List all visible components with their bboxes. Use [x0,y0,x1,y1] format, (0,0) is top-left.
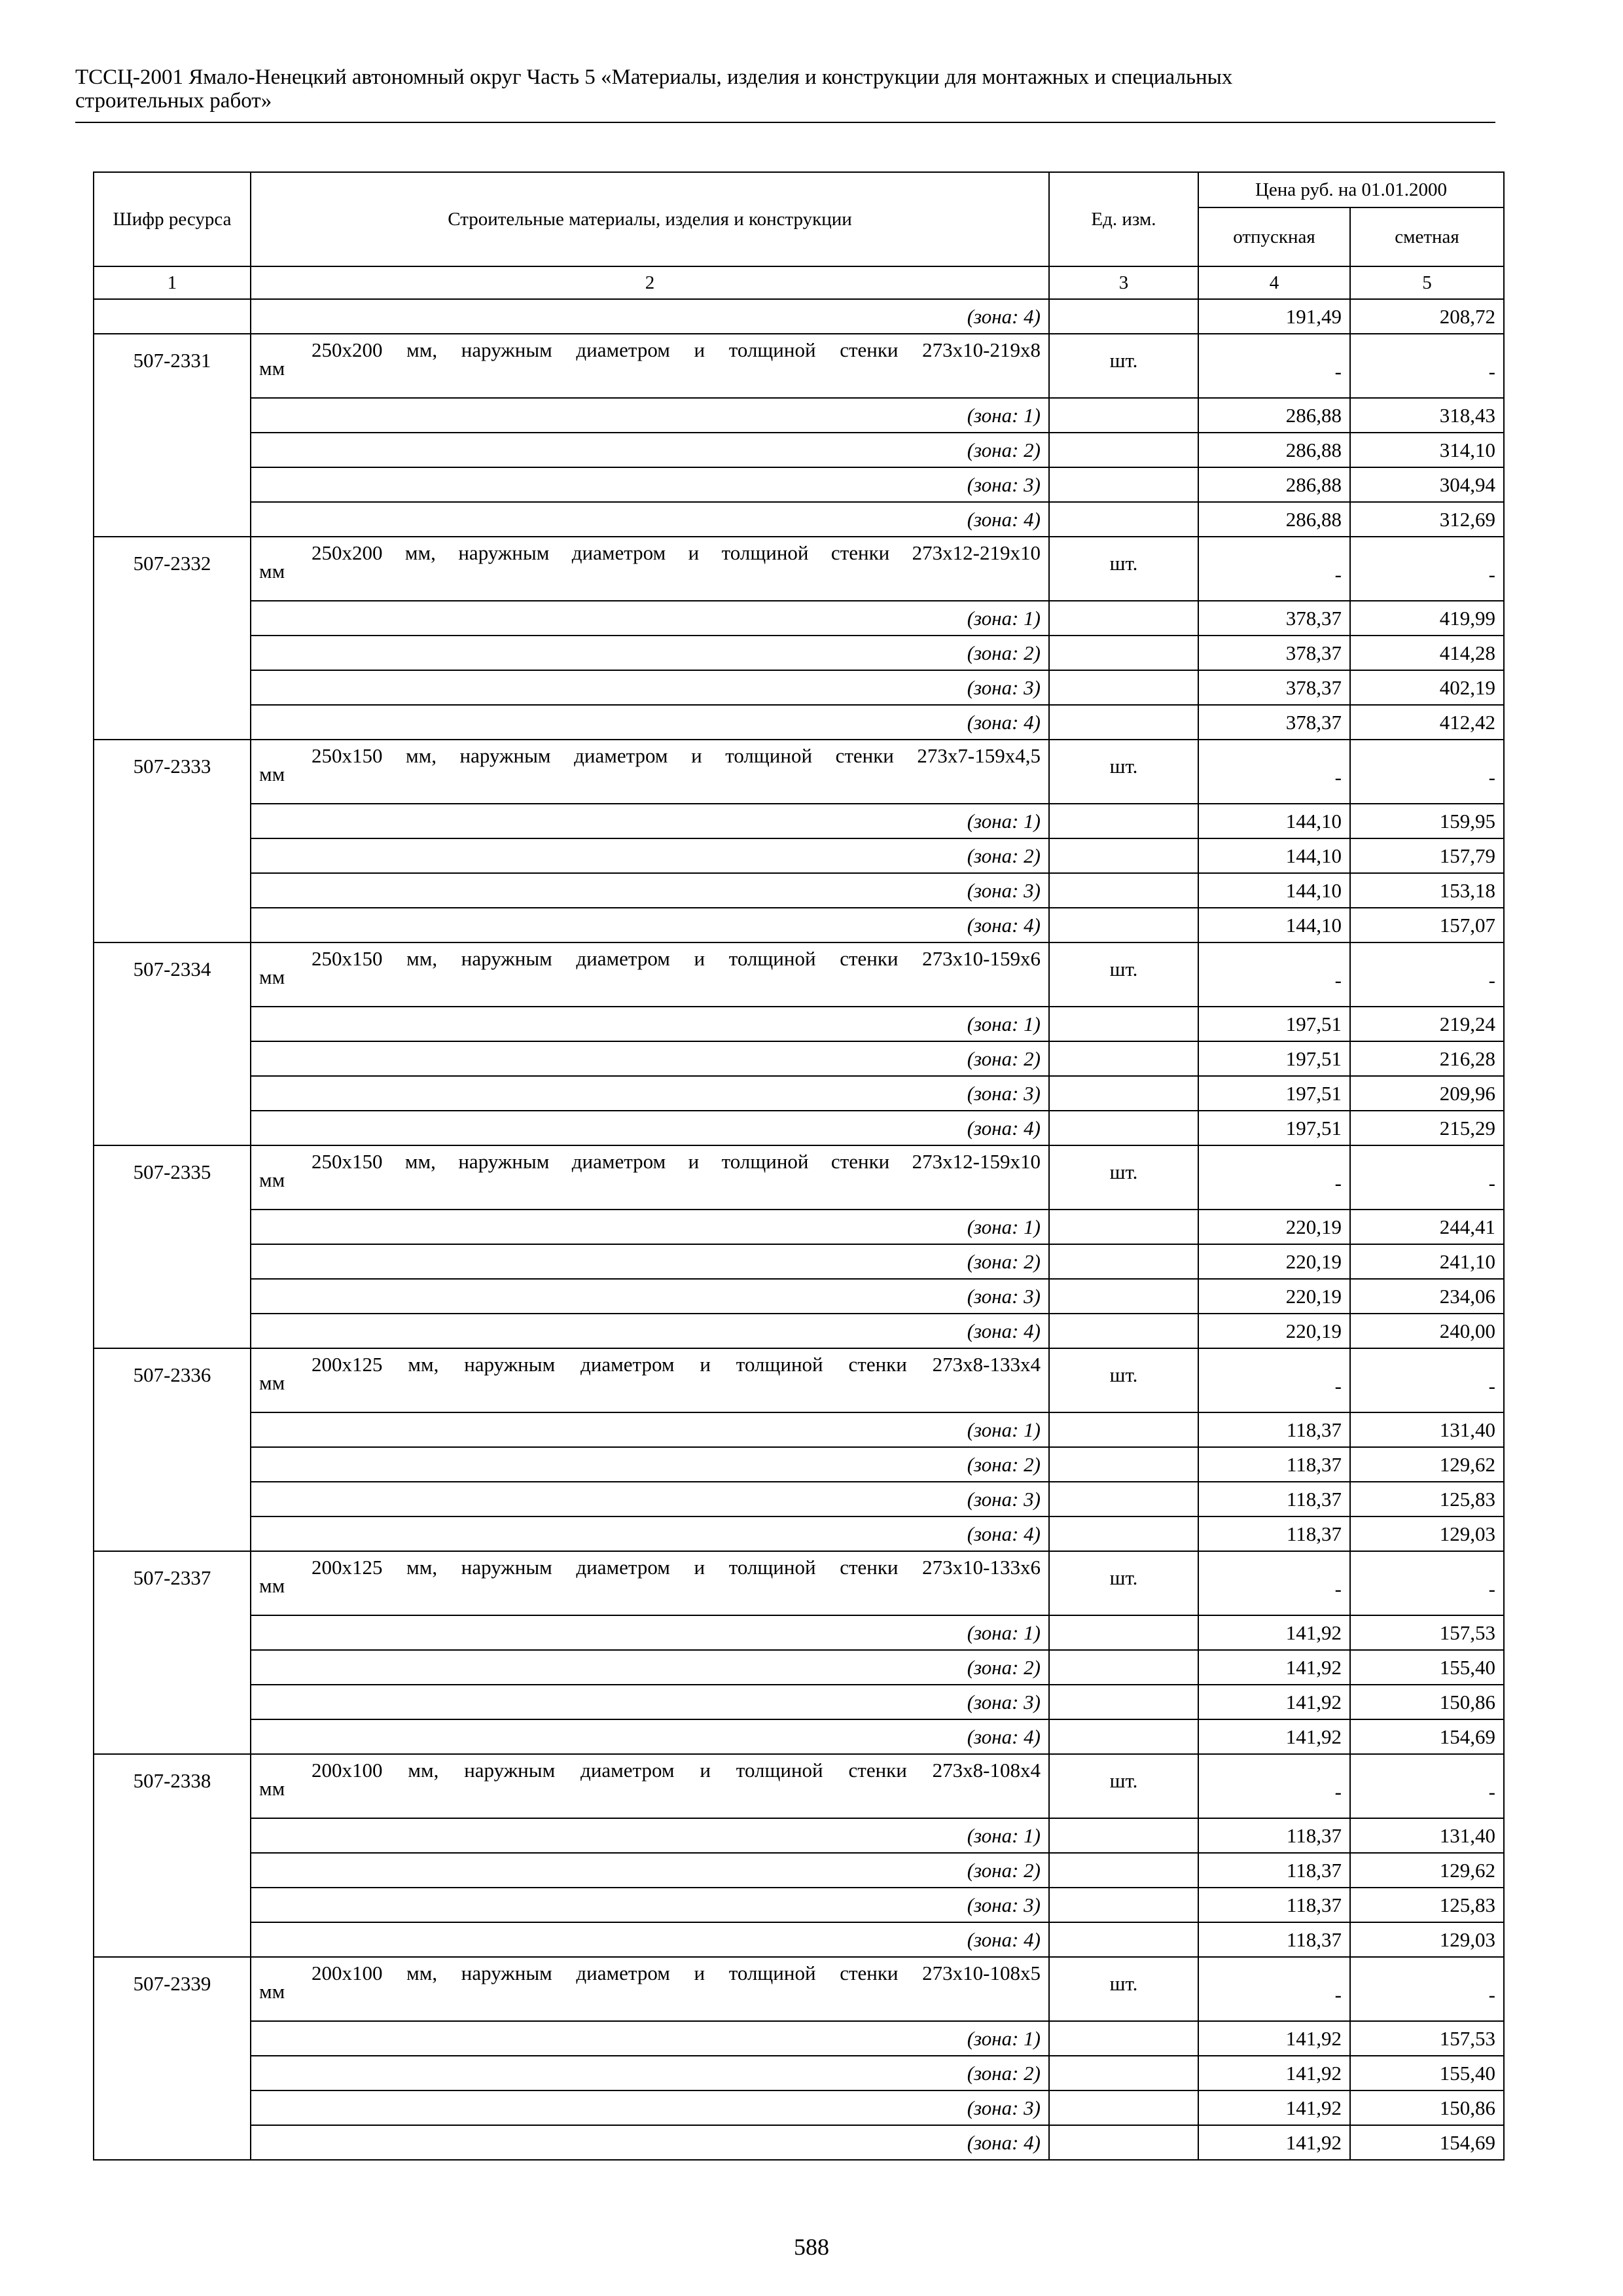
col-number-4: 4 [1198,266,1350,299]
col-header-price-group: Цена руб. на 01.01.2000 [1198,172,1504,207]
zone-row [94,838,1504,873]
table-body [94,299,1504,2160]
col-header-release: отпускная [1198,207,1350,266]
resource-code: 507-2331 [94,334,251,537]
item-description-text: 200х125 мм, наружным диаметром и толщиной стенки 273х10-133х6 [312,1556,1041,1579]
item-description [251,1754,1049,1818]
zone-label: (зона: 1) [251,1210,1049,1244]
item-estimate-price: - [1350,1348,1504,1412]
item-description-tail: мм [259,965,285,988]
item-estimate-price: - [1350,537,1504,601]
zone-row [94,1314,1504,1348]
zone-release-price: 118,37 [1198,1482,1350,1516]
zone-estimate-price: 244,41 [1350,1210,1504,1244]
zone-unit [1049,601,1198,636]
item-unit: шт. [1049,1551,1198,1615]
table-row [94,1957,1504,2021]
item-description [251,537,1049,601]
zone-row [94,670,1504,705]
zone-estimate-price: 209,96 [1350,1076,1504,1111]
price-table [93,171,1505,2161]
item-release-price: - [1198,537,1350,601]
zone-estimate-price: 412,42 [1350,705,1504,740]
zone-label: (зона: 4) [251,1719,1049,1754]
zone-unit [1049,1888,1198,1922]
item-estimate-price: - [1350,1957,1504,2021]
zone-release-price: 144,10 [1198,908,1350,942]
zone-row [94,2056,1504,2090]
zone-row [94,1076,1504,1111]
zone-estimate-price: 150,86 [1350,1685,1504,1719]
item-description-text: 200х100 мм, наружным диаметром и толщиной стенки 273х10-108х5 [312,1962,1041,1984]
zone-estimate-price: 312,69 [1350,502,1504,537]
zone-unit [1049,1447,1198,1482]
zone-estimate-price: 240,00 [1350,1314,1504,1348]
item-estimate-price: - [1350,1754,1504,1818]
carryover-code [94,299,251,334]
item-description-tail: мм [259,1371,285,1394]
zone-unit [1049,1482,1198,1516]
zone-label: (зона: 1) [251,2021,1049,2056]
resource-code: 507-2335 [94,1145,251,1348]
zone-estimate-price: 216,28 [1350,1041,1504,1076]
zone-estimate-price: 129,03 [1350,1922,1504,1957]
zone-estimate-price: 157,07 [1350,908,1504,942]
zone-release-price: 378,37 [1198,636,1350,670]
zone-estimate-price: 125,83 [1350,1482,1504,1516]
zone-row [94,1922,1504,1957]
zone-release-price: 286,88 [1198,398,1350,433]
zone-row [94,398,1504,433]
zone-estimate-price: 419,99 [1350,601,1504,636]
item-description [251,1551,1049,1615]
resource-code: 507-2334 [94,942,251,1145]
zone-estimate-price: 155,40 [1350,1650,1504,1685]
zone-row [94,1719,1504,1754]
col-number-2: 2 [251,266,1049,299]
zone-unit [1049,1818,1198,1853]
zone-label: (зона: 3) [251,1279,1049,1314]
resource-code: 507-2332 [94,537,251,740]
zone-row [94,1685,1504,1719]
item-unit: шт. [1049,537,1198,601]
zone-row [94,2090,1504,2125]
zone-label: (зона: 1) [251,804,1049,838]
zone-unit [1049,1076,1198,1111]
zone-release-price: 378,37 [1198,601,1350,636]
zone-label: (зона: 4) [251,1314,1049,1348]
zone-label: (зона: 2) [251,1244,1049,1279]
zone-estimate-price: 125,83 [1350,1888,1504,1922]
zone-release-price: 197,51 [1198,1041,1350,1076]
zone-label: (зона: 3) [251,1685,1049,1719]
zone-label: (зона: 4) [251,2125,1049,2160]
zone-estimate-price: 219,24 [1350,1007,1504,1041]
zone-label: (зона: 1) [251,1007,1049,1041]
item-estimate-price: - [1350,1551,1504,1615]
zone-unit [1049,838,1198,873]
zone-unit [1049,398,1198,433]
zone-estimate-price: 131,40 [1350,1818,1504,1853]
zone-label: (зона: 1) [251,601,1049,636]
zone-release-price: 118,37 [1198,1888,1350,1922]
header-divider [75,122,1495,123]
zone-unit [1049,1650,1198,1685]
zone-unit [1049,804,1198,838]
zone-release-price: 220,19 [1198,1279,1350,1314]
zone-estimate-price: 215,29 [1350,1111,1504,1145]
zone-label: (зона: 1) [251,1615,1049,1650]
zone-unit [1049,2090,1198,2125]
item-description [251,740,1049,804]
zone-estimate-price: 154,69 [1350,2125,1504,2160]
item-description-tail: мм [259,1574,285,1597]
resource-code: 507-2333 [94,740,251,942]
zone-release-price: 118,37 [1198,1853,1350,1888]
zone-estimate-price: 154,69 [1350,1719,1504,1754]
item-description-tail: мм [259,357,285,380]
zone-unit [1049,2125,1198,2160]
zone-row [94,636,1504,670]
zone-release-price: 144,10 [1198,873,1350,908]
item-description-text: 200х125 мм, наружным диаметром и толщиной стенки 273х8-133х4 [312,1353,1041,1376]
item-description-text: 250х150 мм, наружным диаметром и толщиной стенки 273х12-159х10 [312,1150,1041,1173]
item-description [251,942,1049,1007]
item-description [251,334,1049,398]
col-header-estimate: сметная [1350,207,1504,266]
zone-release-price: 141,92 [1198,2021,1350,2056]
item-release-price: - [1198,1551,1350,1615]
col-number-5: 5 [1350,266,1504,299]
zone-release-price: 286,88 [1198,433,1350,467]
zone-unit [1049,1719,1198,1754]
zone-estimate-price: 304,94 [1350,467,1504,502]
item-release-price: - [1198,1957,1350,2021]
zone-row [94,1516,1504,1551]
item-unit: шт. [1049,1754,1198,1818]
zone-label: (зона: 4) [251,502,1049,537]
zone-row [94,601,1504,636]
resource-code: 507-2339 [94,1957,251,2160]
resource-code: 507-2337 [94,1551,251,1754]
zone-unit [1049,502,1198,537]
item-description-tail: мм [259,1777,285,1800]
zone-release-price: 141,92 [1198,1615,1350,1650]
zone-estimate-price: 314,10 [1350,433,1504,467]
table-row [94,334,1504,398]
zone-row [94,1888,1504,1922]
item-description [251,1145,1049,1210]
zone-row [94,804,1504,838]
zone-release-price: 141,92 [1198,2125,1350,2160]
zone-estimate-price: 153,18 [1350,873,1504,908]
item-description [251,1348,1049,1412]
zone-estimate-price: 129,62 [1350,1853,1504,1888]
zone-estimate-price: 157,79 [1350,838,1504,873]
zone-unit [1049,636,1198,670]
zone-unit [1049,1244,1198,1279]
zone-label: (зона: 2) [251,1853,1049,1888]
zone-release-price: 141,92 [1198,2056,1350,2090]
zone-row [94,705,1504,740]
col-header-name: Строительные материалы, изделия и конструкции [251,172,1049,266]
table-row [94,1145,1504,1210]
zone-release-price: 118,37 [1198,1922,1350,1957]
zone-estimate-price: 414,28 [1350,636,1504,670]
zone-unit [1049,1314,1198,1348]
zone-estimate-price: 234,06 [1350,1279,1504,1314]
zone-row [94,1482,1504,1516]
item-description-tail: мм [259,1980,285,2003]
item-description-tail: мм [259,762,285,785]
zone-estimate-price: 318,43 [1350,398,1504,433]
zone-estimate-price: 402,19 [1350,670,1504,705]
table-row [94,1754,1504,1818]
item-estimate-price: - [1350,1145,1504,1210]
zone-release-price: 118,37 [1198,1516,1350,1551]
zone-unit [1049,705,1198,740]
col-number-1: 1 [94,266,251,299]
zone-label: (зона: 3) [251,467,1049,502]
zone-estimate-price: 157,53 [1350,1615,1504,1650]
item-unit: шт. [1049,1957,1198,2021]
zone-estimate-price: 241,10 [1350,1244,1504,1279]
zone-release-price: 197,51 [1198,1007,1350,1041]
zone-estimate-price: 129,03 [1350,1516,1504,1551]
zone-unit [1049,433,1198,467]
zone-row [94,1447,1504,1482]
item-description-text: 250х150 мм, наружным диаметром и толщиной стенки 273х10-159х6 [312,947,1041,970]
zone-row [94,467,1504,502]
item-unit: шт. [1049,1145,1198,1210]
carryover-row [94,299,1504,334]
zone-label: (зона: 3) [251,1482,1049,1516]
table-row [94,1551,1504,1615]
zone-label: (зона: 1) [251,398,1049,433]
item-release-price: - [1198,334,1350,398]
table-row [94,537,1504,601]
header-title-line-2: строительных работ» [75,89,272,113]
zone-release-price: 220,19 [1198,1314,1350,1348]
zone-estimate-price: 159,95 [1350,804,1504,838]
item-estimate-price: - [1350,942,1504,1007]
zone-unit [1049,1853,1198,1888]
zone-release-price: 118,37 [1198,1412,1350,1447]
zone-unit [1049,1007,1198,1041]
zone-row [94,1041,1504,1076]
zone-estimate-price: 131,40 [1350,1412,1504,1447]
zone-estimate-price: 157,53 [1350,2021,1504,2056]
zone-label: (зона: 4) [251,1922,1049,1957]
carryover-unit [1049,299,1198,334]
zone-release-price: 118,37 [1198,1818,1350,1853]
item-unit: шт. [1049,740,1198,804]
zone-row [94,1818,1504,1853]
zone-unit [1049,1111,1198,1145]
zone-unit [1049,2056,1198,2090]
zone-label: (зона: 2) [251,433,1049,467]
zone-label: (зона: 1) [251,1412,1049,1447]
zone-row [94,873,1504,908]
zone-row [94,1853,1504,1888]
zone-release-price: 118,37 [1198,1447,1350,1482]
page-header [75,65,1495,113]
zone-release-price: 378,37 [1198,705,1350,740]
item-unit: шт. [1049,1348,1198,1412]
item-release-price: - [1198,1348,1350,1412]
col-number-3: 3 [1049,266,1198,299]
table-row [94,1348,1504,1412]
zone-unit [1049,1615,1198,1650]
zone-label: (зона: 2) [251,2056,1049,2090]
zone-row [94,1244,1504,1279]
zone-release-price: 144,10 [1198,804,1350,838]
zone-release-price: 286,88 [1198,467,1350,502]
zone-release-price: 197,51 [1198,1076,1350,1111]
zone-label: (зона: 3) [251,873,1049,908]
zone-row [94,2125,1504,2160]
zone-unit [1049,2021,1198,2056]
carryover-estimate: 208,72 [1350,299,1504,334]
item-release-price: - [1198,1754,1350,1818]
zone-label: (зона: 2) [251,636,1049,670]
zone-row [94,1279,1504,1314]
zone-unit [1049,1516,1198,1551]
item-unit: шт. [1049,334,1198,398]
zone-release-price: 141,92 [1198,1719,1350,1754]
zone-release-price: 378,37 [1198,670,1350,705]
resource-code: 507-2338 [94,1754,251,1957]
item-description-tail: мм [259,1168,285,1191]
zone-unit [1049,670,1198,705]
zone-release-price: 141,92 [1198,1650,1350,1685]
zone-row [94,1412,1504,1447]
item-unit: шт. [1049,942,1198,1007]
zone-release-price: 141,92 [1198,2090,1350,2125]
zone-label: (зона: 3) [251,1888,1049,1922]
item-release-price: - [1198,942,1350,1007]
item-description [251,1957,1049,2021]
zone-row [94,433,1504,467]
zone-label: (зона: 3) [251,2090,1049,2125]
zone-label: (зона: 4) [251,908,1049,942]
zone-label: (зона: 2) [251,1447,1049,1482]
item-description-text: 250х200 мм, наружным диаметром и толщиной стенки 273х10-219х8 [312,338,1041,361]
item-estimate-price: - [1350,740,1504,804]
zone-row [94,908,1504,942]
item-release-price: - [1198,740,1350,804]
zone-estimate-price: 129,62 [1350,1447,1504,1482]
zone-row [94,502,1504,537]
table-row [94,942,1504,1007]
zone-release-price: 141,92 [1198,1685,1350,1719]
zone-row [94,1615,1504,1650]
zone-release-price: 220,19 [1198,1244,1350,1279]
resource-code: 507-2336 [94,1348,251,1551]
zone-row [94,2021,1504,2056]
carryover-release: 191,49 [1198,299,1350,334]
table-row [94,740,1504,804]
zone-label: (зона: 2) [251,1041,1049,1076]
zone-release-price: 197,51 [1198,1111,1350,1145]
zone-row [94,1007,1504,1041]
item-release-price: - [1198,1145,1350,1210]
zone-release-price: 286,88 [1198,502,1350,537]
zone-estimate-price: 155,40 [1350,2056,1504,2090]
zone-unit [1049,1041,1198,1076]
zone-label: (зона: 1) [251,1818,1049,1853]
col-header-unit: Ед. изм. [1049,172,1198,266]
item-description-tail: мм [259,560,285,583]
zone-unit [1049,908,1198,942]
zone-label: (зона: 4) [251,705,1049,740]
zone-label: (зона: 2) [251,838,1049,873]
zone-row [94,1650,1504,1685]
zone-label: (зона: 3) [251,1076,1049,1111]
item-estimate-price: - [1350,334,1504,398]
zone-label: (зона: 4) [251,1111,1049,1145]
item-description-text: 200х100 мм, наружным диаметром и толщиной стенки 273х8-108х4 [312,1759,1041,1782]
zone-label: (зона: 2) [251,1650,1049,1685]
zone-unit [1049,1922,1198,1957]
zone-unit [1049,1279,1198,1314]
item-description-text: 250х150 мм, наружным диаметром и толщиной стенки 273х7-159х4,5 [312,744,1041,767]
zone-label: (зона: 4) [251,1516,1049,1551]
zone-row [94,1111,1504,1145]
zone-unit [1049,467,1198,502]
zone-unit [1049,1685,1198,1719]
zone-unit [1049,1412,1198,1447]
zone-estimate-price: 150,86 [1350,2090,1504,2125]
col-header-code: Шифр ресурса [94,172,251,266]
page-number: 588 [794,2234,829,2260]
zone-release-price: 220,19 [1198,1210,1350,1244]
carryover-zone: (зона: 4) [251,299,1049,334]
zone-release-price: 144,10 [1198,838,1350,873]
zone-row [94,1210,1504,1244]
zone-label: (зона: 3) [251,670,1049,705]
header-title-line-1: ТССЦ-2001 Ямало-Ненецкий автономный округ Часть 5 «Материалы, изделия и конструкции для монтажных и специальных [75,65,1233,89]
zone-unit [1049,873,1198,908]
zone-unit [1049,1210,1198,1244]
item-description-text: 250х200 мм, наружным диаметром и толщиной стенки 273х12-219х10 [312,541,1041,564]
